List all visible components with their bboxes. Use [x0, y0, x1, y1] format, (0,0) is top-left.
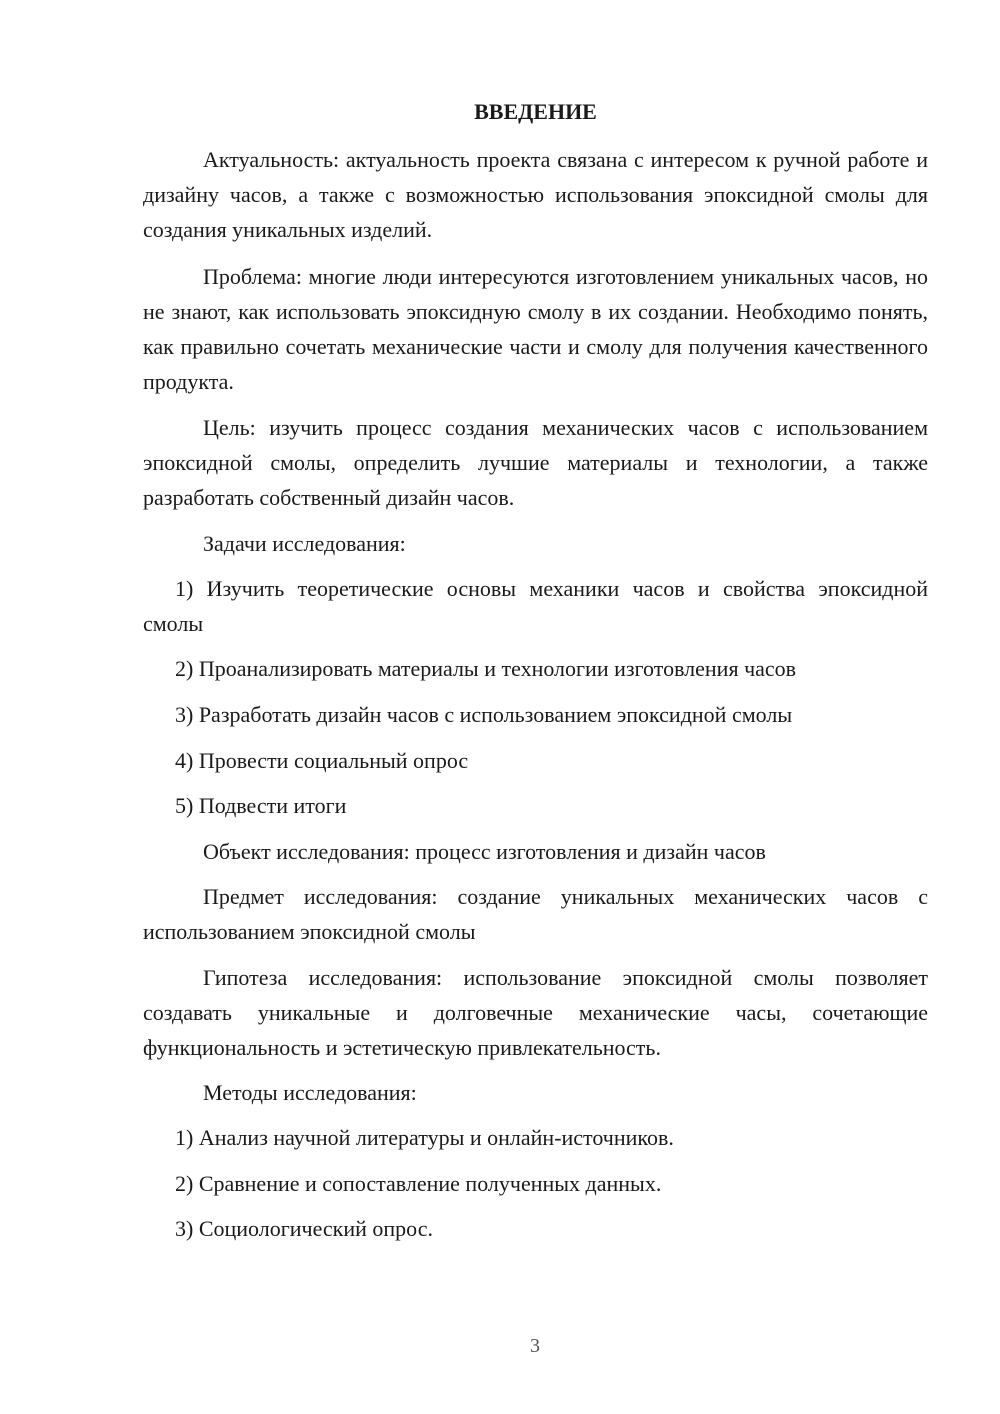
page-number: 3: [530, 1335, 540, 1357]
task-item-4: 4) Провести социальный опрос: [175, 748, 469, 773]
problem-paragraph: Проблема: многие люди интересуются изготовлением уникальных часов, но не знают, как использовать эпоксидную смолу в их создании. Необходимо понять, как правильно сочетать механические части и смолу для получения качественного продукта.: [143, 264, 928, 394]
method-item-3: 3) Социологический опрос.: [175, 1216, 433, 1241]
task-item-3: 3) Разработать дизайн часов с использованием эпоксидной смолы: [175, 702, 793, 727]
section-title: ВВЕДЕНИЕ: [474, 99, 597, 124]
method-item-1: 1) Анализ научной литературы и онлайн-источников.: [175, 1125, 674, 1150]
hypothesis-paragraph: Гипотеза исследования: использование эпоксидной смолы позволяет создавать уникальные и долговечные механические часы, сочетающие функциональность и эстетическую привлекательность.: [143, 965, 928, 1060]
object-paragraph: Объект исследования: процесс изготовления и дизайн часов: [203, 839, 766, 864]
goal-paragraph: Цель: изучить процесс создания механических часов с использованием эпоксидной смолы, определить лучшие материалы и технологии, а также разработать собственный дизайн часов.: [143, 415, 928, 510]
relevance-paragraph: Актуальность: актуальность проекта связана с интересом к ручной работе и дизайну часов, а также с возможностью использования эпоксидной смолы для создания уникальных изделий.: [143, 147, 928, 242]
subject-paragraph: Предмет исследования: создание уникальных механических часов с использованием эпоксидной смолы: [143, 884, 928, 944]
method-item-2: 2) Сравнение и сопоставление полученных данных.: [175, 1171, 662, 1196]
task-item-1: 1) Изучить теоретические основы механики часов и свойства эпоксидной смолы: [143, 576, 928, 636]
task-item-2: 2) Проанализировать материалы и технологии изготовления часов: [175, 656, 797, 681]
tasks-heading: Задачи исследования:: [203, 531, 406, 556]
methods-heading: Методы исследования:: [203, 1080, 417, 1105]
task-item-5: 5) Подвести итоги: [175, 793, 347, 818]
